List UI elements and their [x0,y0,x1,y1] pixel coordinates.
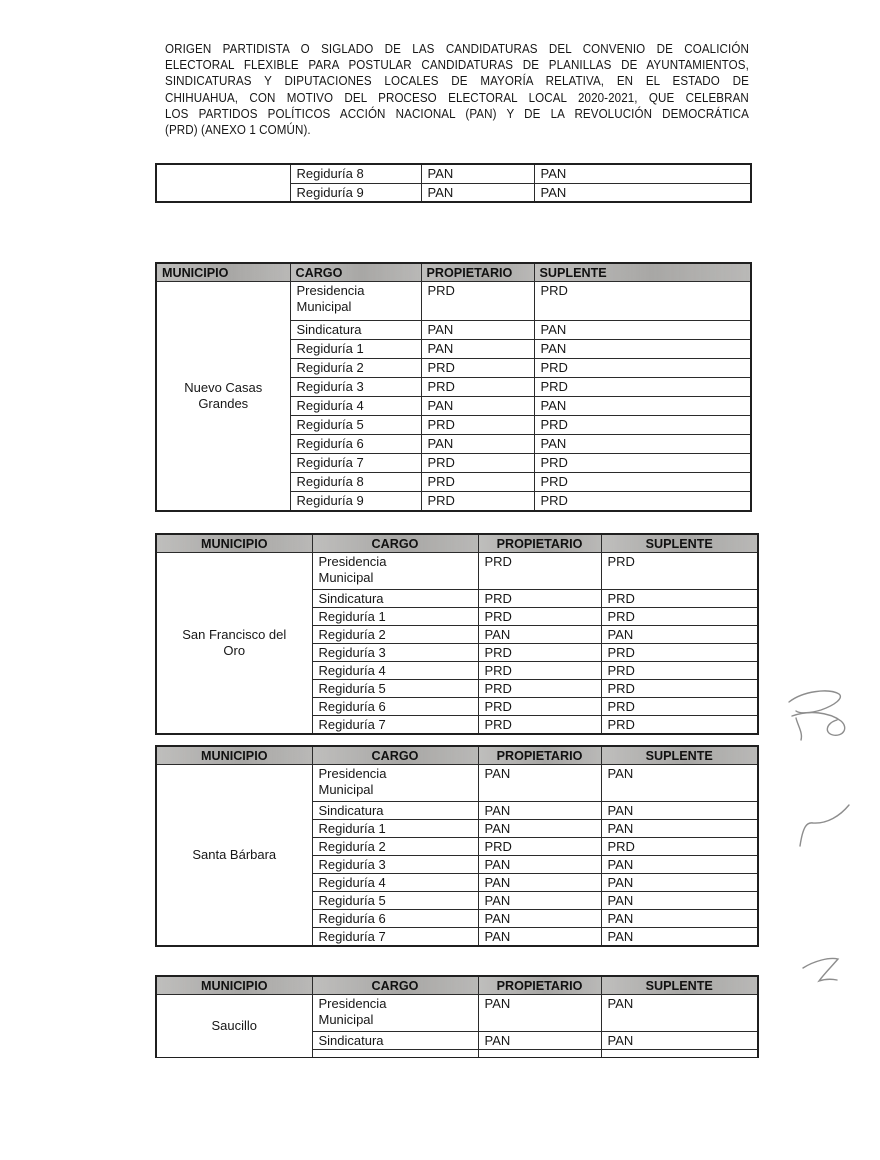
propietario-cell: PAN [478,874,601,892]
table-header-row [156,746,758,765]
propietario-cell: PAN [478,910,601,928]
municipality-name: Saucillo [211,1017,258,1033]
cargo-cell: Regiduría 3 [312,644,478,662]
cargo-cell: Regiduría 2 [290,359,421,378]
cargo-cell: Regiduría 3 [312,856,478,874]
empty-cell [312,1050,478,1058]
municipality-table-saucillo-truncated [155,975,759,1058]
cargo-cell: Regiduría 9 [290,492,421,511]
municipality-name: Grandes [198,395,249,411]
header-line: SINDICATURAS Y DIPUTACIONES LOCALES DE MAYORÍA RELATIVA, EN EL ESTADO DE [165,74,749,89]
header-line: LOS PARTIDOS POLÍTICOS ACCIÓN NACIONAL (PAN) Y DE LA REVOLUCIÓN DEMOCRÁTICA [165,106,749,121]
municipality-cell [156,765,312,947]
suplente-cell: PAN [601,910,758,928]
table-header-row [156,534,758,553]
suplente-cell: PRD [534,454,751,473]
column-header: MUNICIPIO [156,976,312,995]
column-header: CARGO [290,263,421,282]
propietario-cell: PRD [478,590,601,608]
cargo-cell: Regiduría 5 [290,416,421,435]
propietario-cell: PRD [421,492,534,511]
column-header: SUPLENTE [601,534,758,553]
cargo-cell: Regiduría 6 [290,435,421,454]
table-row [156,164,751,183]
cargo-cell: Regiduría 4 [290,397,421,416]
suplente-cell: PRD [534,378,751,397]
cargo-cell: Sindicatura [312,1032,478,1050]
suplente-cell: PRD [601,644,758,662]
cargo-cell: Presidencia Municipal [290,282,421,321]
cargo-cell: Regiduría 4 [312,874,478,892]
propietario-cell: PRD [421,416,534,435]
column-header: PROPIETARIO [478,534,601,553]
suplente-cell: PAN [534,435,751,454]
propietario-cell: PRD [421,473,534,492]
propietario-cell: PRD [478,680,601,698]
suplente-cell: PAN [601,892,758,910]
column-header: CARGO [312,746,478,765]
cargo-cell: Regiduría 1 [312,820,478,838]
table-header-row [156,263,751,282]
propietario-cell: PAN [421,321,534,340]
cargo-cell: Regiduría 5 [312,680,478,698]
suplente-cell: PRD [534,473,751,492]
propietario-cell: PRD [421,282,534,321]
propietario-cell: PRD [478,553,601,590]
z-shaped-mark [801,951,849,991]
propietario-cell: PAN [478,802,601,820]
cargo-cell: Regiduría 1 [290,340,421,359]
column-header: PROPIETARIO [478,746,601,765]
suplente-cell: PRD [601,553,758,590]
cargo-cell: Regiduría 8 [290,473,421,492]
municipality-cell [156,282,290,511]
suplente-cell: PAN [534,164,751,183]
municipality-cell [156,164,290,202]
column-header: MUNICIPIO [156,746,312,765]
municipality-cell [156,995,312,1058]
cargo-cell: Regiduría 7 [290,454,421,473]
cargo-cell: Regiduría 9 [290,183,421,202]
propietario-cell: PRD [478,698,601,716]
data-table [155,745,759,947]
cargo-cell: Presidencia Municipal [312,765,478,802]
empty-cell [601,1050,758,1058]
suplente-cell: PRD [601,590,758,608]
column-header: CARGO [312,976,478,995]
suplente-cell: PAN [601,626,758,644]
signature-scribble-mark [783,685,858,745]
suplente-cell: PAN [601,1032,758,1050]
suplente-cell: PAN [601,856,758,874]
cargo-cell: Regiduría 3 [290,378,421,397]
suplente-cell: PAN [601,995,758,1032]
suplente-cell: PRD [601,680,758,698]
cargo-cell: Regiduría 6 [312,698,478,716]
cargo-cell: Regiduría 7 [312,716,478,735]
suplente-cell: PAN [601,802,758,820]
propietario-cell: PRD [478,644,601,662]
column-header: MUNICIPIO [156,263,290,282]
propietario-cell: PAN [421,435,534,454]
propietario-cell: PRD [478,608,601,626]
cargo-cell: Regiduría 7 [312,928,478,947]
table-row [156,553,758,590]
cargo-cell: Sindicatura [290,321,421,340]
cargo-cell: Regiduría 1 [312,608,478,626]
suplente-cell: PAN [534,340,751,359]
municipality-table-san-francisco-del-oro [155,533,759,735]
data-table [155,262,752,512]
propietario-cell: PAN [478,928,601,947]
data-table [155,975,759,1058]
cargo-cell: Regiduría 6 [312,910,478,928]
table-row [156,765,758,802]
suplente-cell: PAN [601,928,758,947]
header-line: (PRD) (ANEXO 1 COMÚN). [165,123,311,138]
column-header: CARGO [312,534,478,553]
column-header: SUPLENTE [534,263,751,282]
propietario-cell: PAN [478,1032,601,1050]
cargo-cell: Regiduría 5 [312,892,478,910]
propietario-cell: PAN [421,340,534,359]
suplente-cell: PRD [601,716,758,735]
header-line: CHIHUAHUA, CON MOTIVO DEL PROCESO ELECTORAL LOCAL 2020-2021, QUE CELEBRAN [165,90,749,105]
propietario-cell: PAN [478,995,601,1032]
curved-stray-mark [793,799,853,851]
propietario-cell: PRD [478,838,601,856]
propietario-cell: PRD [421,454,534,473]
municipality-name: Oro [223,643,246,658]
header-line: ELECTORAL FLEXIBLE PARA POSTULAR CANDIDATURAS DE PLANILLAS DE AYUNTAMIENTOS, [165,58,749,73]
municipality-name: Nuevo Casas [184,379,263,395]
propietario-cell: PAN [421,397,534,416]
table-continuation-regidurias [155,163,752,203]
propietario-cell: PAN [421,164,534,183]
propietario-cell: PAN [478,626,601,644]
municipality-table-santa-barbara [155,745,759,947]
propietario-cell: PRD [421,359,534,378]
document-header-paragraph [165,41,749,138]
municipality-table-nuevo-casas-grandes [155,262,752,512]
cargo-cell: Regiduría 4 [312,662,478,680]
cargo-cell: Presidencia Municipal [312,553,478,590]
suplente-cell: PRD [534,359,751,378]
cargo-cell: Regiduría 8 [290,164,421,183]
suplente-cell: PRD [534,416,751,435]
suplente-cell: PAN [534,321,751,340]
cargo-cell: Sindicatura [312,590,478,608]
column-header: PROPIETARIO [421,263,534,282]
propietario-cell: PRD [421,378,534,397]
suplente-cell: PAN [534,183,751,202]
table-row [156,995,758,1032]
suplente-cell: PRD [601,698,758,716]
propietario-cell: PAN [478,892,601,910]
municipality-name: San Francisco del [182,627,287,642]
suplente-cell: PAN [534,397,751,416]
propietario-cell: PAN [478,820,601,838]
table-row [156,282,751,321]
suplente-cell: PRD [601,662,758,680]
municipality-cell [156,553,312,735]
data-table [155,163,752,203]
propietario-cell: PRD [478,662,601,680]
table-header-row [156,976,758,995]
suplente-cell: PRD [534,492,751,511]
propietario-cell: PAN [478,765,601,802]
suplente-cell: PAN [601,820,758,838]
propietario-cell: PRD [478,716,601,735]
data-table [155,533,759,735]
suplente-cell: PRD [601,838,758,856]
empty-cell [478,1050,601,1058]
column-header: SUPLENTE [601,746,758,765]
suplente-cell: PAN [601,765,758,802]
cargo-cell: Presidencia Municipal [312,995,478,1032]
suplente-cell: PAN [601,874,758,892]
municipality-name: Santa Bárbara [192,847,277,862]
suplente-cell: PRD [534,282,751,321]
propietario-cell: PAN [478,856,601,874]
column-header: MUNICIPIO [156,534,312,553]
cargo-cell: Sindicatura [312,802,478,820]
propietario-cell: PAN [421,183,534,202]
header-line: ORIGEN PARTIDISTA O SIGLADO DE LAS CANDIDATURAS DEL CONVENIO DE COALICIÓN [165,42,749,56]
suplente-cell: PRD [601,608,758,626]
cargo-cell: Regiduría 2 [312,626,478,644]
column-header: SUPLENTE [601,976,758,995]
cargo-cell: Regiduría 2 [312,838,478,856]
column-header: PROPIETARIO [478,976,601,995]
